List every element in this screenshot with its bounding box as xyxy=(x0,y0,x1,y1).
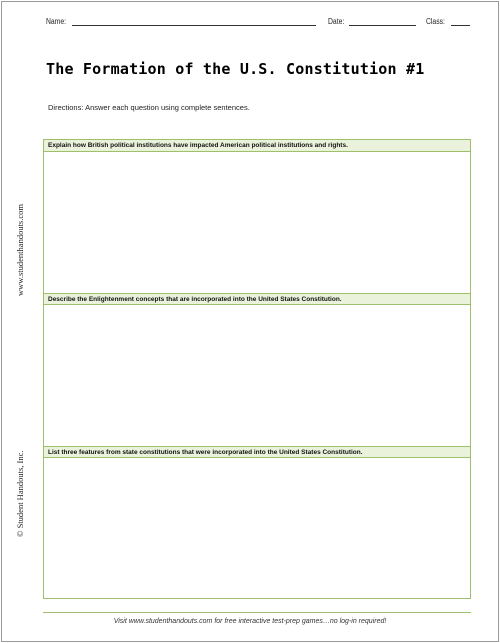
header-line xyxy=(46,12,470,26)
footer-rule xyxy=(43,612,471,613)
answer-box-1[interactable] xyxy=(44,153,470,293)
date-blank[interactable] xyxy=(349,17,417,26)
class-blank[interactable] xyxy=(451,17,470,26)
question-3-prompt: List three features from state constitutions that were incorporated into the United States Constitution. xyxy=(44,446,470,458)
name-label: Name: xyxy=(46,17,67,26)
question-grid xyxy=(43,139,471,599)
name-blank[interactable] xyxy=(72,17,316,26)
side-website: www.studenthandouts.com xyxy=(15,204,25,296)
worksheet-title: The Formation of the U.S. Constitution #1 xyxy=(46,60,425,78)
answer-box-3[interactable] xyxy=(44,460,470,598)
footer-text: Visit www.studenthandouts.com for free interactive test-prep games…no log-in required! xyxy=(113,618,387,625)
date-label: Date: xyxy=(327,17,344,26)
question-1-prompt: Explain how British political institutions have impacted American political institutions and rights. xyxy=(44,140,470,152)
class-label: Class: xyxy=(426,17,446,26)
directions: Directions: Answer each question using complete sentences. xyxy=(48,103,250,112)
side-copyright: © Student Handouts, Inc. xyxy=(15,450,25,537)
answer-box-2[interactable] xyxy=(44,307,470,446)
question-2-prompt: Describe the Enlightenment concepts that are incorporated into the United States Constitution. xyxy=(44,293,470,305)
